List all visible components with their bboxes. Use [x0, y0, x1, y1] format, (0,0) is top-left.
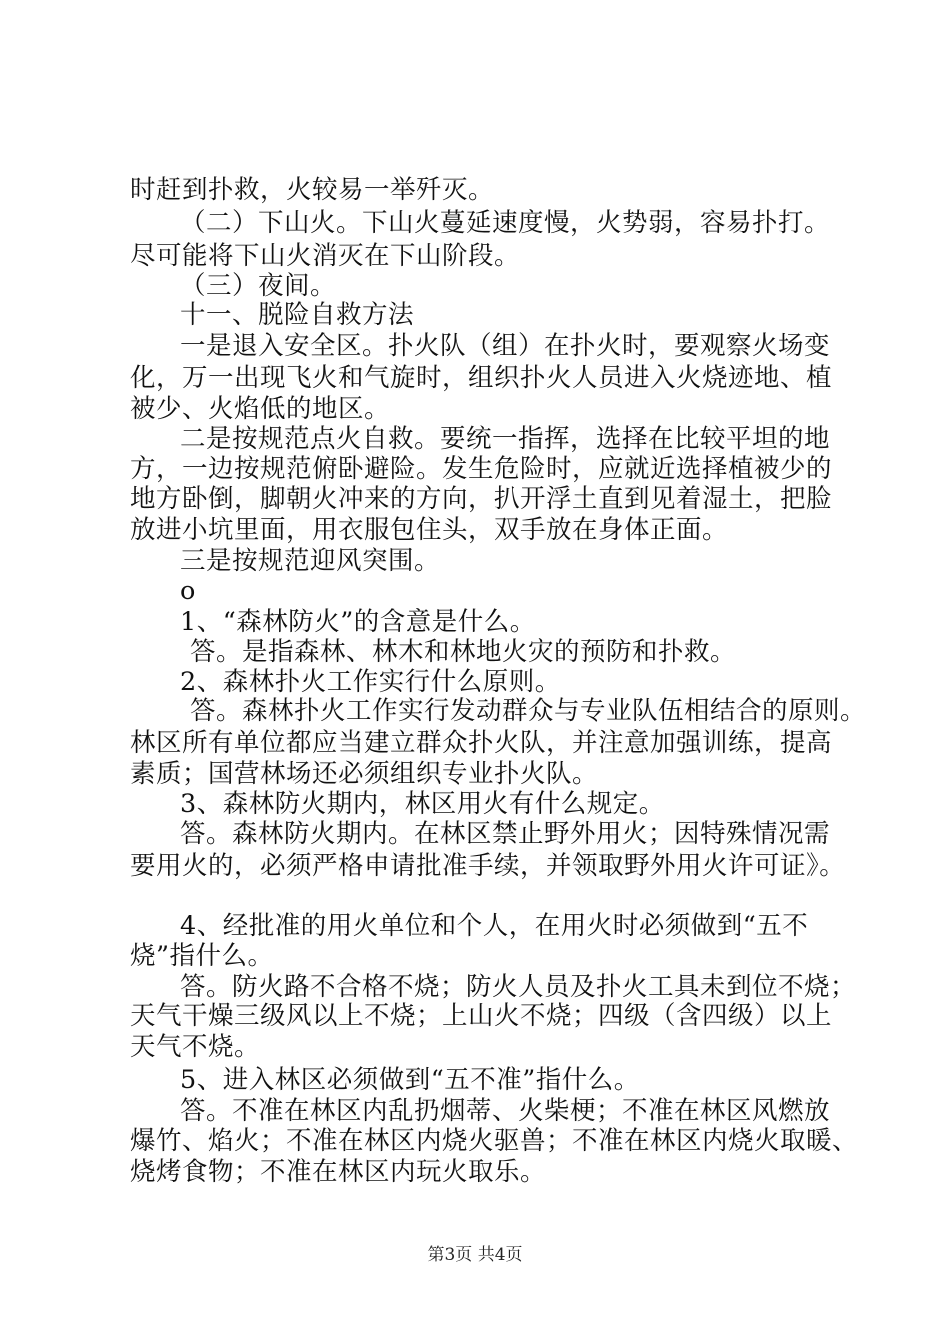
text-line: 时赶到扑救，火较易一举歼灭。: [130, 175, 495, 205]
text-line: 十一、脱险自救方法: [180, 300, 415, 330]
text-line: 天气不烧。: [130, 1032, 261, 1062]
text-line: 三是按规范迎风突围。: [180, 546, 441, 576]
text-line: 素质；国营林场还必须组织专业扑火队。: [130, 759, 599, 789]
text-line: 林区所有单位都应当建立群众扑火队，并注意加强训练，提高: [130, 728, 833, 758]
text-line: 尽可能将下山火消灭在下山阶段。: [130, 241, 521, 271]
text-line: o: [180, 576, 196, 606]
text-line: 4、经批准的用火单位和个人，在用火时必须做到“五不: [180, 911, 809, 941]
text-line: 5、进入林区必须做到“五不准”指什么。: [180, 1065, 640, 1095]
text-line: 要用火的，必须严格申请批准手续，并领取野外用火许可证》。: [130, 851, 846, 881]
text-line: 爆竹、焰火；不准在林区内烧火驱兽；不准在林区内烧火取暖、: [130, 1126, 859, 1156]
text-line: （三）夜间。: [180, 271, 337, 301]
text-line: 答。不准在林区内乱扔烟蒂、火柴梗；不准在林区风燃放: [180, 1096, 831, 1126]
text-line: 天气干燥三级风以上不烧；上山火不烧；四级（含四级）以上: [130, 1001, 833, 1031]
text-line: 烧烤食物；不准在林区内玩火取乐。: [130, 1157, 547, 1187]
text-line: 地方卧倒，脚朝火冲来的方向，扒开浮土直到见着湿土，把脸: [130, 484, 833, 514]
text-line: 被少、火焰低的地区。: [130, 394, 391, 424]
text-line: 方，一边按规范俯卧避险。发生危险时，应就近选择植被少的: [130, 454, 833, 484]
text-line: 答。森林扑火工作实行发动群众与专业队伍相结合的原则。: [190, 696, 867, 726]
text-line: 烧”指什么。: [130, 941, 274, 971]
text-line: 3、森林防火期内，林区用火有什么规定。: [180, 789, 665, 819]
text-line: 二是按规范点火自救。要统一指挥，选择在比较平坦的地: [180, 424, 831, 454]
text-line: 答。是指森林、林木和林地火灾的预防和扑救。: [190, 637, 737, 667]
text-line: 一是退入安全区。扑火队（组）在扑火时，要观察火场变: [180, 331, 831, 361]
text-line: 化，万一出现飞火和气旋时，组织扑火人员进入火烧迹地、植: [130, 363, 833, 393]
text-line: 答。森林防火期内。在林区禁止野外用火；因特殊情况需: [180, 819, 831, 849]
text-line: 1、“森林防火”的含意是什么。: [180, 607, 536, 637]
text-line: 答。防火路不合格不烧；防火人员及扑火工具未到位不烧；: [180, 972, 857, 1002]
text-line: 2、森林扑火工作实行什么原则。: [180, 667, 561, 697]
page-footer: 第3页 共4页: [427, 1245, 523, 1265]
text-line: （二）下山火。下山火蔓延速度慢，火势弱，容易扑打。: [180, 208, 831, 238]
text-line: 放进小坑里面，用衣服包住头，双手放在身体正面。: [130, 515, 729, 545]
